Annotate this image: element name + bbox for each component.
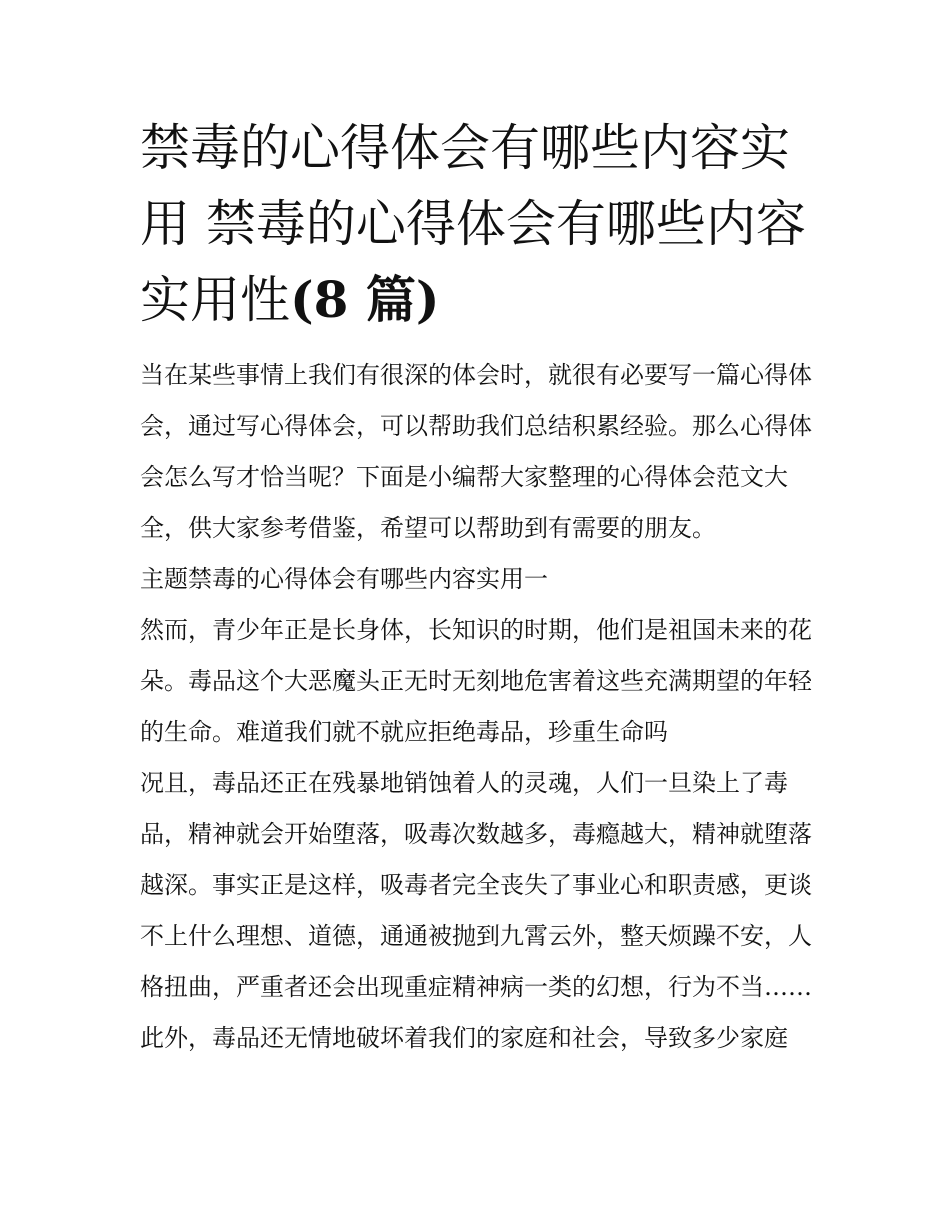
document-body (140, 350, 812, 1064)
body-paragraph: 此外，毒品还无情地破坏着我们的家庭和社会，导致多少家庭 (140, 1024, 788, 1052)
body-paragraph: 况且，毒品还正在残暴地销蚀着人的灵魂，人们一旦染上了毒品，精神就会开始堕落，吸毒次数越多，毒瘾越大，精神就堕落越深。事实正是这样，吸毒者完全丧失了事业心和职责感，更谈不上什么理想、道德，通通被抛到九霄云外，整天烦躁不安，人格扭曲，严重者还会出现重症精神病一类的幻想，行为不当…… (140, 769, 812, 1001)
document-content (140, 110, 812, 1064)
section-heading: 主题禁毒的心得体会有哪些内容实用一 (140, 565, 548, 593)
body-paragraph: 然而，青少年正是长身体，长知识的时期，他们是祖国未来的花朵。毒品这个大恶魔头正无时无刻地危害着这些充满期望的年轻的生命。难道我们就不就应拒绝毒品，珍重生命吗 (140, 616, 812, 746)
title-count: (8 篇) (290, 270, 440, 329)
title-line-3: 实用性 (140, 271, 290, 329)
title-line-1: 禁毒的心得体会有哪些内容实 (140, 119, 790, 177)
document-title (140, 110, 812, 338)
intro-paragraph: 当在某些事情上我们有很深的体会时，就很有必要写一篇心得体会，通过写心得体会，可以帮助我们总结积累经验。那么心得体会怎么写才恰当呢？下面是小编帮大家整理的心得体会范文大全，供大家参考借鉴，希望可以帮助到有需要的朋友。 (140, 361, 812, 542)
title-line-2: 用 禁毒的心得体会有哪些内容 (140, 195, 806, 253)
